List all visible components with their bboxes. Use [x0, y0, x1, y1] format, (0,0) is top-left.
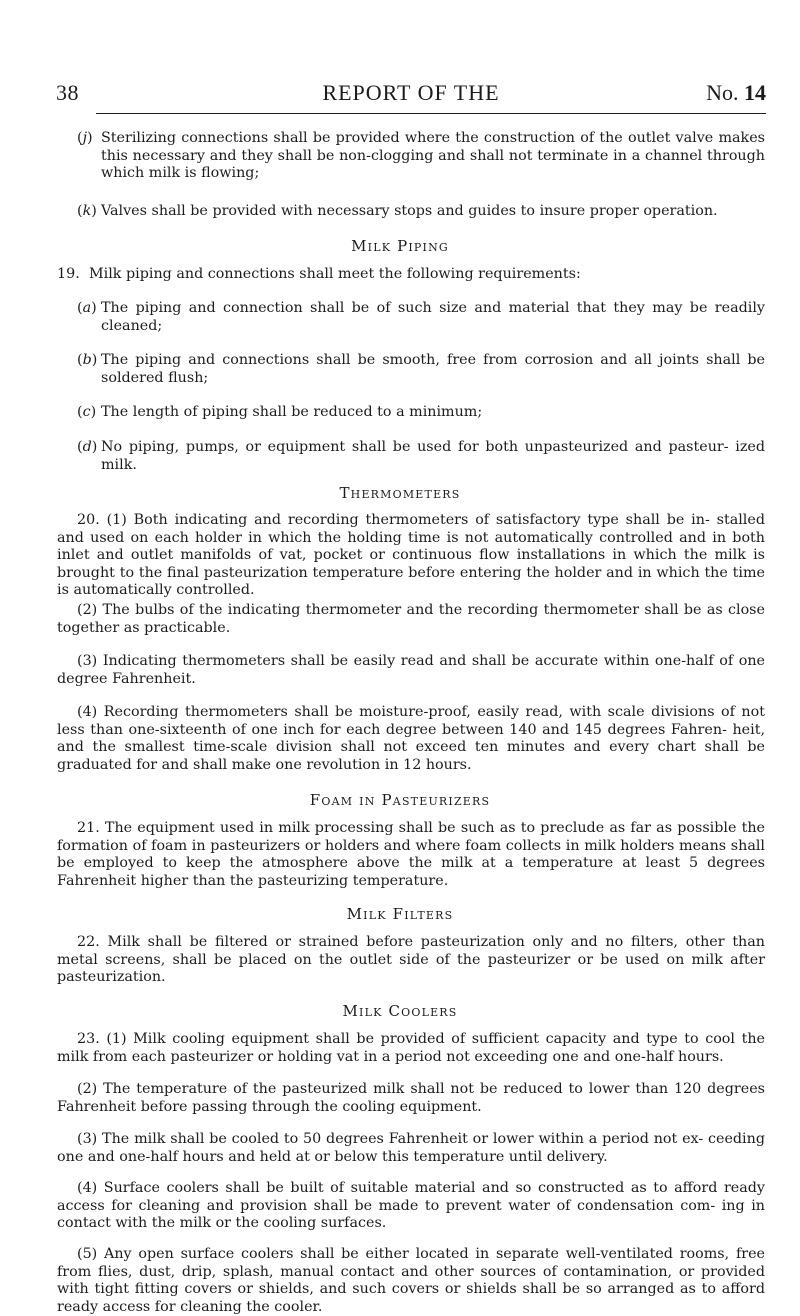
item-text: The piping and connection shall be of such size and material that they may be readily cleaned; [101, 300, 765, 334]
section-heading-filters: Milk Filters [346, 905, 454, 923]
paragraph: (5) Any open surface coolers shall be either located in separate well-ventilated rooms, free from flies, dust, drip, splash, manual contact and other sources of contamination, or provided with tight fitting covers or shields, and such covers or shields shall be so arranged as to afford ready access for cleaning the cooler. [57, 1246, 765, 1315]
paragraph: (2) The bulbs of the indicating thermometer and the recording thermometer shall be as close together as practicable. [57, 602, 765, 636]
item-text: The length of piping shall be reduced to a minimum; [101, 404, 483, 420]
paragraph: 23. (1) Milk cooling equipment shall be provided of sufficient capacity and type to cool the milk from each pasteurizer or holding vat in a period not exceeding one and one-half hours. [57, 1031, 765, 1065]
item-text: Valves shall be provided with necessary stops and guides to insure proper operation. [101, 203, 718, 219]
list-item [77, 203, 765, 221]
paragraph: (4) Recording thermometers shall be moisture-proof, easily read, with scale divisions of not less than one-sixteenth of one inch for each degree between 140 and 145 degrees Fahren- heit, and the smallest time-scale division shall not exceed ten minutes and every chart shall be graduated for and shall make one revolution in 12 hours. [57, 704, 765, 773]
paragraph: 20. (1) Both indicating and recording thermometers of satisfactory type shall be in- stalled and used on each holder in which the holding time is not automatically controlled and in both inlet and outlet manifolds of vat, pocket or continuous flow installations in which the milk is brought to the final pasteurization temperature before entering the holder and in which the time is automatically controlled. [57, 512, 765, 599]
list-item [77, 300, 765, 335]
paragraph: (4) Surface coolers shall be built of suitable material and so constructed as to afford ready access for cleaning and provision shall be made to prevent water of condensation com- ing in contact with the milk or the cooling surfaces. [57, 1180, 765, 1232]
item-text: Sterilizing connections shall be provided where the construction of the outlet valve makes this necessary and they shall be non-clogging and shall not terminate in a channel through which milk is flowing; [101, 130, 765, 182]
section-heading-milk-piping: Milk Piping [351, 237, 449, 255]
item-label: (a) [77, 300, 97, 316]
paragraph: (2) The temperature of the pasteurized milk shall not be reduced to lower than 120 degrees Fahrenheit before passing through the cooling equipment. [57, 1081, 765, 1115]
item-text: No piping, pumps, or equipment shall be used for both unpasteurized and pasteur- ized milk. [101, 439, 765, 473]
section-heading-thermometers: Thermometers [339, 484, 461, 502]
list-item [77, 130, 765, 183]
paragraph: (3) Indicating thermometers shall be easily read and shall be accurate within one-half of one degree Fahrenheit. [57, 653, 765, 687]
page-number: 38 [56, 80, 79, 105]
section-intro: Milk piping and connections shall meet the following requirements: [89, 266, 581, 282]
paragraph: (3) The milk shall be cooled to 50 degrees Fahrenheit or lower within a period not ex- ceeding one and one-half hours and held at or below this temperature until delivery. [57, 1131, 765, 1165]
list-item [77, 439, 765, 474]
running-header [56, 80, 766, 114]
item-label: (c) [77, 404, 97, 420]
list-item [77, 352, 765, 387]
issue-number-value: 14 [744, 80, 766, 105]
paragraph: 21. The equipment used in milk processing shall be such as to preclude as far as possible the formation of foam in pasteurizers or holders and where foam collects in milk holders means shall be employed to keep the atmosphere above the milk at a temperature at least 5 degrees Fahrenheit higher than the pasteurizing temperature. [57, 820, 765, 889]
item-label: (d) [77, 439, 98, 455]
running-title: REPORT OF THE [322, 80, 500, 105]
issue-prefix: No. [706, 80, 739, 105]
item-label: (b) [77, 352, 98, 368]
section-heading-foam: Foam in Pasteurizers [309, 791, 491, 809]
item-label: (j) [77, 130, 93, 146]
section-heading-coolers: Milk Coolers [342, 1002, 458, 1020]
item-text: The piping and connections shall be smooth, free from corrosion and all joints shall be soldered flush; [101, 352, 765, 386]
section-number: 19. [57, 266, 80, 282]
header-rule [96, 113, 766, 114]
item-label: (k) [77, 203, 97, 219]
issue-number [706, 80, 766, 105]
list-item [77, 404, 765, 422]
paragraph: 22. Milk shall be filtered or strained before pasteurization only and no filters, other than metal screens, shall be placed on the outlet side of the pasteurizer or be used on milk after pasteurization. [57, 934, 765, 986]
